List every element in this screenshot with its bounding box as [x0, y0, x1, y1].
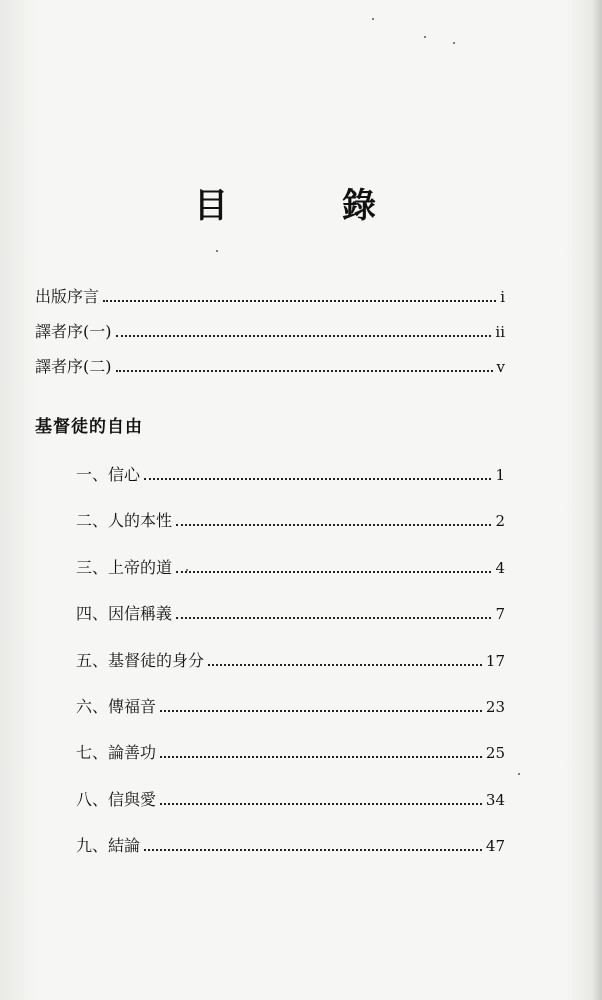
toc-chapter-page: 4	[495, 559, 505, 577]
toc-chapter-label: 四、因信稱義	[76, 604, 173, 623]
toc-chapter-9	[76, 833, 505, 857]
toc-entry-page: i	[500, 288, 505, 306]
toc-chapter-label: 七、論善功	[76, 743, 157, 762]
toc-chapter-5	[76, 648, 505, 672]
toc-chapter-page: 17	[485, 652, 505, 670]
toc-chapter-1	[76, 462, 505, 486]
section-heading: 基督徒的自由	[35, 417, 143, 437]
dot-leader	[160, 803, 482, 805]
toc-chapter-label: 一、信心	[76, 465, 141, 484]
toc-chapter-page: 23	[485, 698, 505, 716]
dot-leader	[103, 300, 496, 302]
toc-chapter-label: 九、結論	[76, 836, 141, 855]
dot-leader	[116, 370, 493, 372]
dot-leader	[116, 335, 492, 337]
toc-entry-translator-preface-2	[35, 354, 505, 378]
scan-speck	[424, 36, 426, 38]
toc-chapter-page: 1	[495, 466, 505, 484]
scan-speck	[216, 250, 218, 252]
toc-chapter-6	[76, 694, 505, 718]
toc-chapter-label: 五、基督徒的身分	[76, 651, 205, 670]
dot-leader	[160, 710, 482, 712]
toc-chapter-label: 二、人的本性	[76, 511, 173, 530]
toc-chapter-page: 34	[485, 791, 505, 809]
toc-entry-label: 出版序言	[35, 287, 100, 306]
scan-speck	[453, 42, 455, 44]
scan-speck	[186, 569, 188, 571]
toc-chapter-page: 2	[495, 512, 505, 530]
toc-entry-page: v	[496, 358, 505, 376]
toc-chapter-label: 三、上帝的道	[76, 558, 173, 577]
dot-leader	[144, 478, 491, 480]
toc-chapter-7	[76, 740, 505, 764]
toc-chapter-8	[76, 787, 505, 811]
toc-chapter-page: 25	[485, 744, 505, 762]
dot-leader	[176, 571, 491, 573]
toc-entry-label: 譯者序(二)	[35, 357, 112, 376]
dot-leader	[144, 849, 482, 851]
dot-leader	[176, 524, 491, 526]
toc-entry-label: 譯者序(一)	[35, 322, 112, 341]
toc-chapter-label: 八、信與愛	[76, 790, 157, 809]
page-edge-shadow	[592, 0, 602, 1000]
toc-chapter-4	[76, 601, 505, 625]
toc-chapter-3	[76, 555, 505, 579]
dot-leader	[160, 756, 482, 758]
scan-speck	[518, 773, 520, 775]
toc-chapter-2	[76, 508, 505, 532]
toc-entry-translator-preface-1	[35, 319, 505, 343]
page-title: 目 錄	[194, 186, 416, 226]
toc-entry-publisher-preface	[35, 284, 505, 308]
scan-speck	[372, 18, 374, 20]
toc-chapter-label: 六、傳福音	[76, 697, 157, 716]
dot-leader	[176, 617, 491, 619]
toc-chapter-page: 47	[485, 837, 505, 855]
toc-chapter-page: 7	[495, 605, 505, 623]
dot-leader	[208, 664, 482, 666]
toc-entry-page: ii	[495, 323, 505, 341]
